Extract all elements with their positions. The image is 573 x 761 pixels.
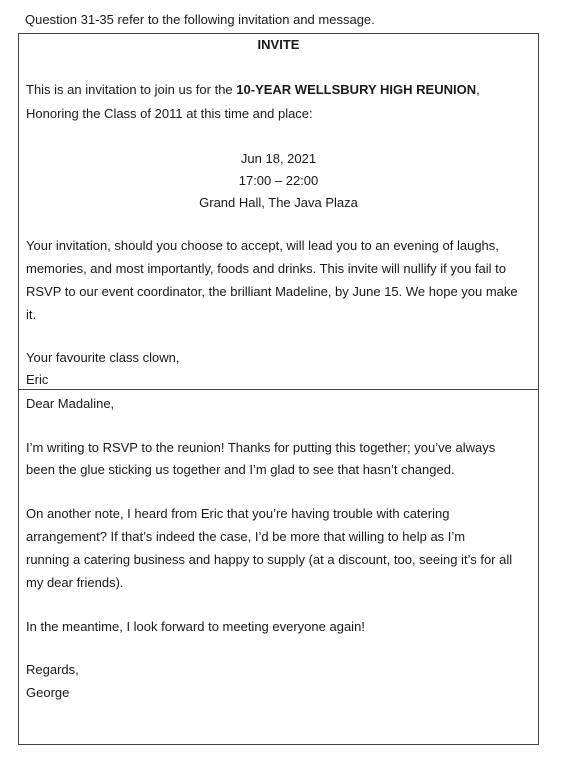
invite-signature: Eric	[26, 372, 49, 387]
invite-honor-line: Honoring the Class of 2011 at this time and place:	[26, 106, 313, 121]
event-time: 17:00 – 22:00	[238, 173, 319, 188]
invite-body-line: it.	[26, 307, 37, 322]
invite-heading: INVITE	[257, 37, 300, 52]
event-date: Jun 18, 2021	[240, 151, 317, 166]
invite-signoff: Your favourite class clown,	[26, 350, 180, 365]
question-instructions: Question 31-35 refer to the following invitation and message.	[25, 12, 375, 27]
message-para2-line: running a catering business and happy to supply (at a discount, too, seeing it’s for all	[26, 552, 513, 567]
invite-intro-prefix: This is an invitation to join us for the	[26, 82, 237, 97]
message-para3: In the meantime, I look forward to meeting everyone again!	[26, 619, 365, 634]
message-box	[18, 389, 539, 745]
message-para2-line: arrangement? If that’s indeed the case, I’d be more that willing to help as I’m	[26, 529, 466, 544]
invite-intro-line	[26, 81, 480, 99]
message-para1-line: been the glue sticking us together and I’m glad to see that hasn’t changed.	[26, 462, 455, 477]
reunion-title: 10-YEAR WELLSBURY HIGH REUNION	[236, 82, 477, 97]
invite-intro-suffix: ,	[476, 82, 480, 97]
message-para2-line: my dear friends).	[26, 575, 124, 590]
message-greeting: Dear Madaline,	[26, 396, 115, 411]
invite-body-line: memories, and most importantly, foods and drinks. This invite will nullify if you fail to	[26, 261, 506, 276]
message-para1-line: I’m writing to RSVP to the reunion! Thanks for putting this together; you’ve always	[26, 440, 496, 455]
message-signature: George	[26, 685, 70, 700]
invite-body-line: RSVP to our event coordinator, the brilliant Madeline, by June 15. We hope you make	[26, 284, 518, 299]
message-para2-line: On another note, I heard from Eric that you’re having trouble with catering	[26, 506, 450, 521]
invite-body-line: Your invitation, should you choose to accept, will lead you to an evening of laughs,	[26, 238, 499, 253]
event-venue: Grand Hall, The Java Plaza	[199, 195, 358, 210]
message-closing: Regards,	[26, 662, 79, 677]
invite-box	[18, 33, 539, 390]
